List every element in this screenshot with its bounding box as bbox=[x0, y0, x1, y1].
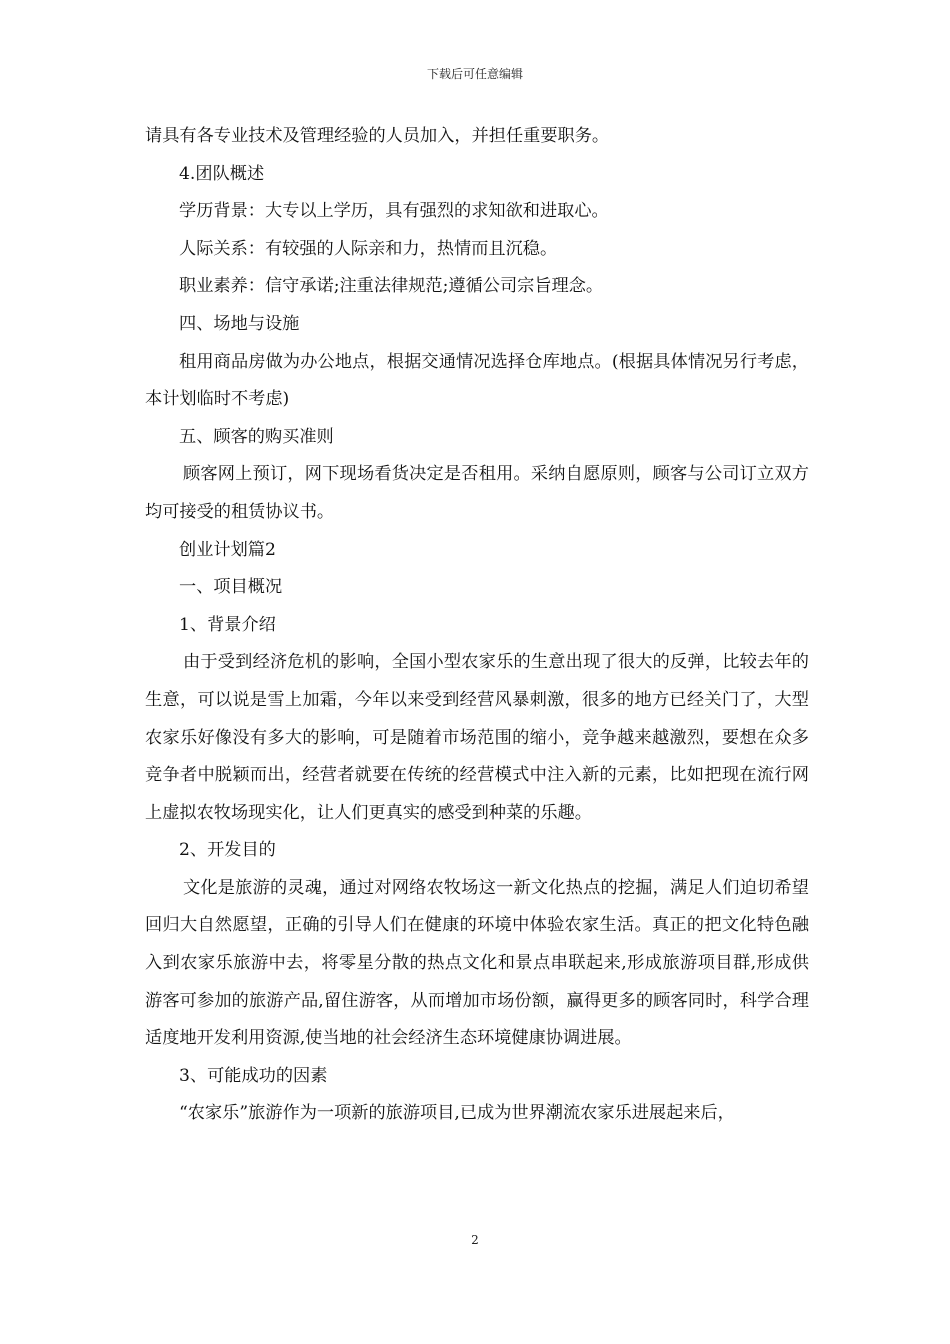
section-heading: 五、顾客的购买准则 bbox=[179, 426, 334, 447]
paragraph: 职业素养：信守承诺;注重法律规范;遵循公司宗旨理念。 bbox=[179, 276, 604, 297]
paragraph: 租用商品房做为办公地点，根据交通情况选择仓库地点。(根据具体情况另行考虑，本计划临时不考虑) bbox=[145, 351, 809, 410]
section-heading: 1、背景介绍 bbox=[179, 614, 276, 635]
section-heading: 四、场地与设施 bbox=[179, 313, 300, 334]
section-heading: 一、项目概况 bbox=[179, 577, 283, 598]
section-heading: 4.团队概述 bbox=[179, 163, 265, 184]
paragraph: 人际关系：有较强的人际亲和力，热情而且沉稳。 bbox=[179, 238, 558, 259]
section-heading: 创业计划篇2 bbox=[179, 539, 276, 560]
section-heading: 2、开发目的 bbox=[179, 840, 276, 861]
paragraph: 学历背景：大专以上学历，具有强烈的求知欲和进取心。 bbox=[179, 201, 609, 222]
section-heading: 3、可能成功的因素 bbox=[179, 1065, 328, 1086]
paragraph: “农家乐”旅游作为一项新的旅游项目,已成为世界潮流农家乐进展起来后， bbox=[179, 1103, 735, 1124]
page-number: 2 bbox=[471, 1233, 479, 1247]
paragraph: 请具有各专业技术及管理经验的人员加入，并担任重要职务。 bbox=[145, 126, 610, 146]
page-header: 下载后可任意编辑 bbox=[426, 67, 523, 81]
paragraph: 文化是旅游的灵魂，通过对网络农牧场这一新文化热点的挖掘，满足人们迫切希望回归大自然愿望，正确的引导人们在健康的环境中体验农家生活。真正的把文化特色融入到农家乐旅游中去，将零星分散的热点文化和景点串联起来,形成旅游项目群,形成供游客可参加的旅游产品,留住游客，从而增加市场份额，赢得更多的顾客同时，科学合理适度地开发利用资源,使当地的社会经济生态环境健康协调进展。 bbox=[145, 877, 809, 1049]
paragraph: 由于受到经济危机的影响，全国小型农家乐的生意出现了很大的反弹，比较去年的生意，可以说是雪上加霜，今年以来受到经营风暴刺激，很多的地方已经关门了，大型农家乐好像没有多大的影响，可是随着市场范围的缩小，竞争越来越激烈，要想在众多竞争者中脱颖而出，经营者就要在传统的经营模式中注入新的元素，比如把现在流行网上虚拟农牧场现实化，让人们更真实的感受到种菜的乐趣。 bbox=[145, 652, 809, 823]
paragraph: 顾客网上预订，网下现场看货决定是否租用。采纳自愿原则，顾客与公司订立双方均可接受的租赁协议书。 bbox=[145, 464, 809, 522]
document-body bbox=[145, 118, 809, 1133]
